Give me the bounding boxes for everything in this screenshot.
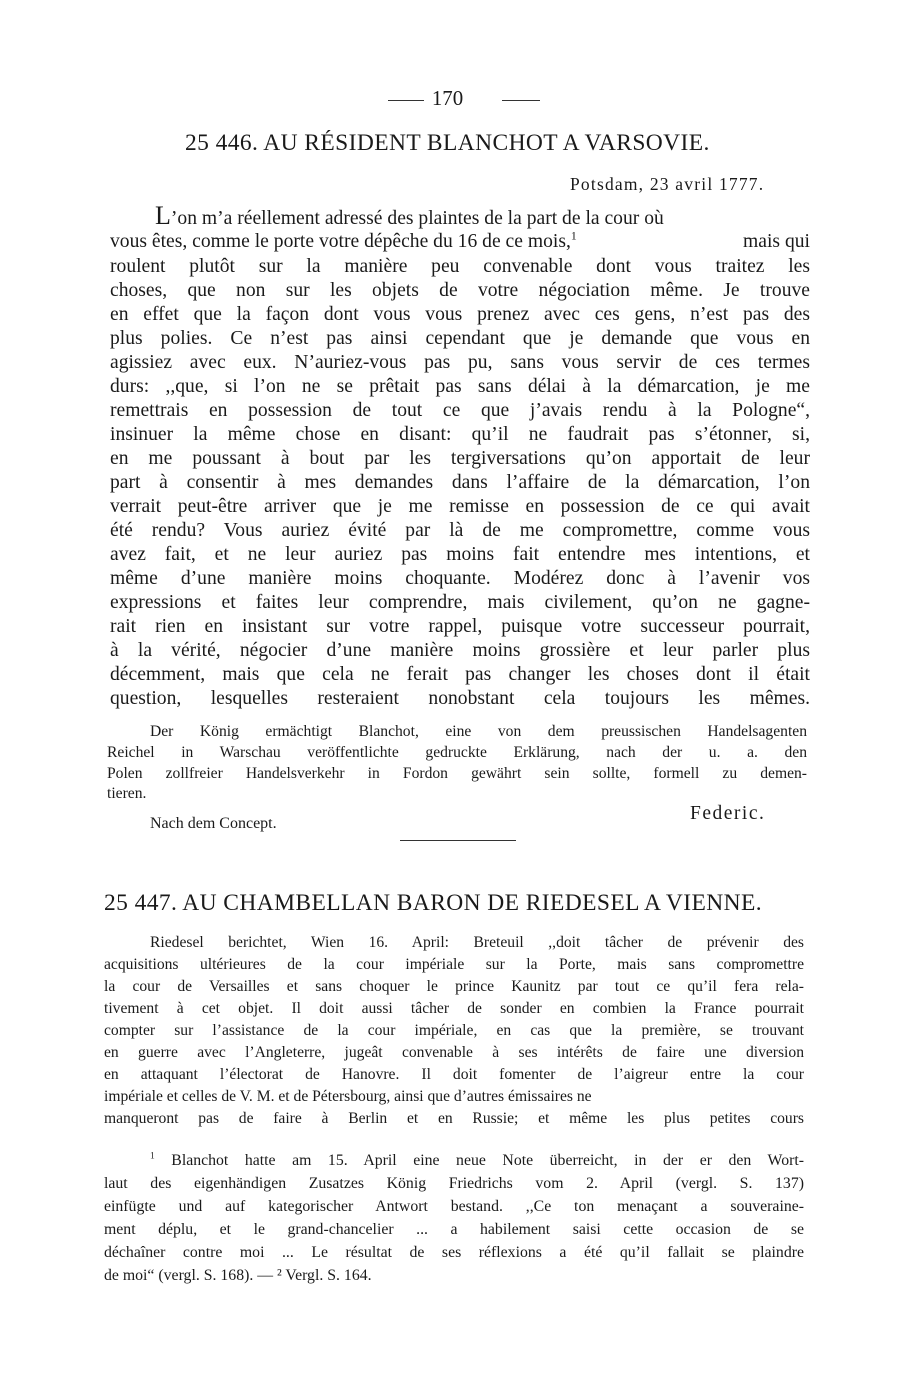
letter-line: durs: ,,que, si l’on ne se prêtait pas sans délai à la démarcation, je me: [110, 376, 810, 397]
page-number-rule-right: [502, 100, 540, 101]
letter-heading: 25 446. AU RÉSIDENT BLANCHOT A VARSOVIE.: [185, 130, 710, 156]
letter-line-2-tail: mais qui: [743, 231, 810, 252]
letter-line: expressions et faites leur comprendre, mais civilement, qu’on ne gagne-: [110, 592, 810, 613]
footnote-line: ment déplu, et le grand-chancelier ... a habilement saisi cette occasion de se: [104, 1221, 804, 1238]
source-note: Nach dem Concept.: [150, 815, 277, 832]
footnote-marker: 1: [150, 1151, 155, 1162]
footnote-line-1: [150, 1150, 804, 1172]
letter-line: question, lesquelles resteraient nonobstant cela toujours les mêmes.: [110, 688, 810, 709]
letter-line: plus polies. Ce n’est pas ainsi cependant que je demande que vous en: [110, 328, 810, 349]
letter-line: verrait peut-être arriver que je me remisse en possession de ce qui avait: [110, 496, 810, 517]
letter-line: été rendu? Vous auriez évité par là de me compromettre, comme vous: [110, 520, 810, 541]
letter-line: à la vérité, négocier d’une manière moins grossière et leur parler plus: [110, 640, 810, 661]
section-divider: [400, 840, 516, 841]
footnote-line: einfügte und auf kategorischer Antwort bestand. ,,Ce ton menaçant a souveraine-: [104, 1198, 804, 1215]
letter-line-1: [155, 201, 810, 230]
regest-line: en attaquant l’électorat de Hanovre. Il doit fomenter de l’aigreur entre la cour: [104, 1066, 804, 1083]
letter-line-2-text: vous êtes, comme le porte votre dépêche du 16 de ce mois,: [110, 231, 571, 252]
footnote-line: laut des eigenhändigen Zusatzes König Friedrichs vom 2. April (vergl. S. 137): [104, 1175, 804, 1192]
regest-line: acquisitions ultérieures de la cour impériale sur la Porte, mais sans compromettre: [104, 956, 804, 973]
regest-line: Riedesel berichtet, Wien 16. April: Breteuil ,,doit tâcher de prévenir des: [150, 934, 804, 951]
letter-line: part à consentir à mes demandes dans l’affaire de la démarcation, l’on: [110, 472, 810, 493]
regest-line: Der König ermächtigt Blanchot, eine von dem preussischen Handelsagenten: [150, 723, 807, 740]
letter-line: en me poussant à bout par les tergiversations qu’on apportait de leur: [110, 448, 810, 469]
regest-line: compter sur l’assistance de la cour impériale, en cas que la première, se trouvant: [104, 1022, 804, 1039]
letter-line: décemment, mais que cela ne ferait pas changer les choses dont il était: [110, 664, 810, 685]
letter-line: en effet que la façon dont vous vous prenez avec ces gens, n’est pas des: [110, 304, 810, 325]
footnote-ref-1: 1: [570, 229, 577, 243]
letter-line-1-text: ’on m’a réellement adressé des plaintes de la part de la cour où: [170, 208, 664, 229]
letter-line: choses, que non sur les objets de votre négociation même. Je trouve: [110, 280, 810, 301]
regest-line: manqueront pas de faire à Berlin et en Russie; et même les plus petites cours: [104, 1110, 804, 1127]
regest-line: tieren.: [107, 785, 147, 802]
letter-line: avez fait, et ne leur auriez pas moins fait entendre mes intentions, et: [110, 544, 810, 565]
letter-line-2: [110, 230, 810, 254]
regest-line-with-ref: [104, 1087, 804, 1107]
dropcap: L: [155, 201, 171, 230]
letter-line: même d’une manière moins choquante. Modérez donc à l’avenir vos: [110, 568, 810, 589]
regest-line: Reichel in Warschau veröffentlichte gedruckte Erklärung, nach der u. a. den: [107, 744, 807, 761]
letter-line: roulent plutôt sur la manière peu convenable dont vous traitez les: [110, 256, 810, 277]
regest-line: la cour de Versailles et sans choquer le prince Kaunitz par tout ce qu’il fera rela-: [104, 978, 804, 995]
dateline: Potsdam, 23 avril 1777.: [570, 174, 765, 194]
letter-line: remettrais en possession de tout ce que j’avais rendu à la Pologne“,: [110, 400, 810, 421]
letter-heading: 25 447. AU CHAMBELLAN BARON DE RIEDESEL A VIENNE.: [104, 890, 763, 916]
footnote-line: déchaîner contre moi ... Le résultat de ses réflexions a été qu’il fallait se plaindre: [104, 1244, 804, 1261]
letter-line: insinuer la même chose en disant: qu’il ne faudrait pas s’étonner, si,: [110, 424, 810, 445]
regest-line: en guerre avec l’Angleterre, jugeât convenable à ses intérêts de faire une diversion: [104, 1044, 804, 1061]
letter-line: agissiez avec eux. N’auriez-vous pas pu, sans vous servir de ces termes: [110, 352, 810, 373]
footnote-text: Blanchot hatte am 15. April eine neue Note überreicht, in der er den Wort-: [171, 1152, 805, 1169]
regest-line-text: impériale et celles de V. M. et de Pétersbourg, ainsi que d’autres émissaires ne: [104, 1088, 592, 1105]
regest-line: Polen zollfreier Handelsverkehr in Fordon gewährt sein sollte, formell zu demen-: [107, 765, 807, 782]
letter-line: rait rien en insistant sur votre rappel, puisque votre successeur pourrait,: [110, 616, 810, 637]
signature: Federic.: [690, 803, 766, 824]
footnote-line: de moi“ (vergl. S. 168). — ² Vergl. S. 164.: [104, 1267, 372, 1284]
page-number: 170: [431, 86, 464, 110]
regest-line: tivement à cet objet. Il doit aussi tâcher de sonder en combien la France pourrait: [104, 1000, 804, 1017]
